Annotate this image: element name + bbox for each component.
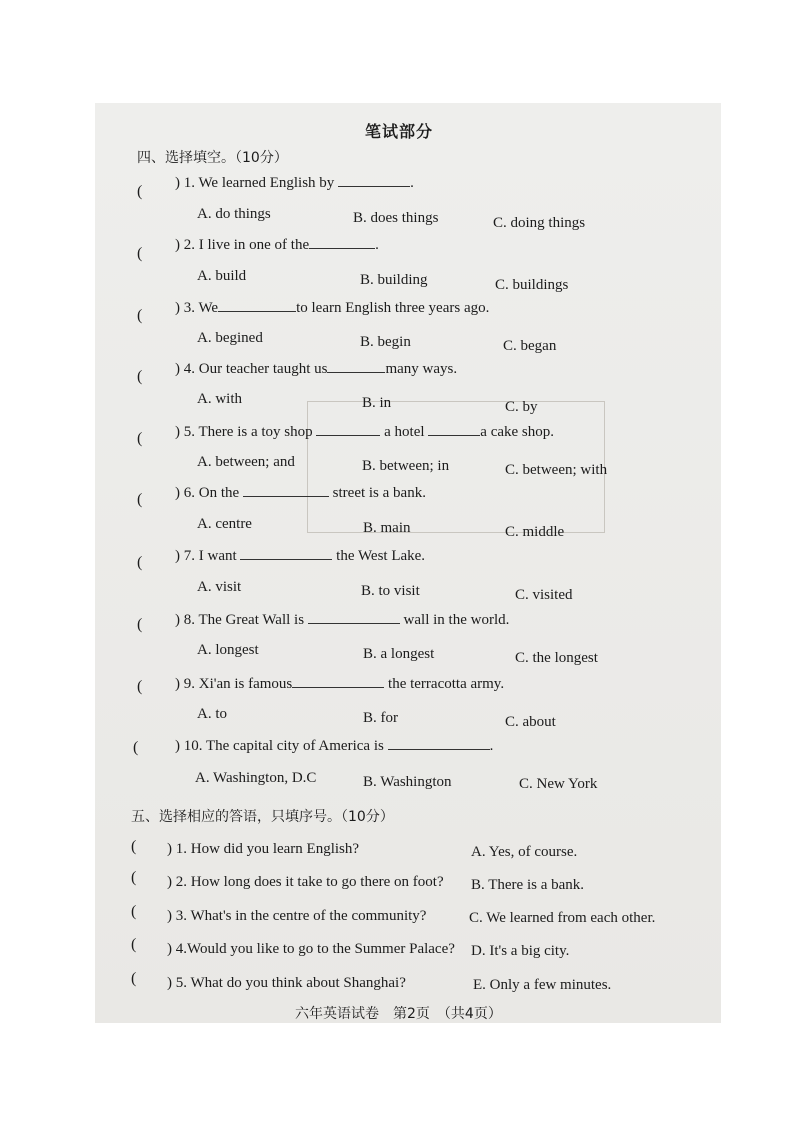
question-text: ) 2. I live in one of the . [175,237,379,253]
option-b[interactable]: B. does things [353,210,439,226]
page-footer: 六年英语试卷 第2页 （共4页） [295,1006,502,1022]
match-answer: B. There is a bank. [471,877,585,893]
answer-paren[interactable]: ( [137,430,143,447]
match-answer: D. It's a big city. [471,943,570,959]
answer-paren[interactable]: ( [137,245,143,262]
question-text: ) 8. The Great Wall is wall in the world. [175,612,510,628]
question-text: ) 4. Our teacher taught us many ways. [175,361,458,377]
section-4-heading: 四、选择填空。（10分） [137,150,288,166]
option-a[interactable]: A. between; and [197,454,295,470]
page-title: 笔试部分 [365,122,434,141]
question-text: ) 5. There is a toy shop a hotel a cake shop. [175,424,554,440]
option-a[interactable]: A. longest [197,642,259,658]
match-question: ) 2. How long does it take to go there on foot? [167,874,444,890]
option-c[interactable]: C. visited [515,587,573,603]
answer-paren[interactable]: ( [137,183,143,200]
answer-paren[interactable]: ( [137,554,143,571]
answer-paren[interactable]: ( [131,936,137,953]
option-c[interactable]: C. by [505,399,538,415]
option-c[interactable]: C. about [505,714,556,730]
question-text: ) 3. We to learn English three years ago. [175,300,490,316]
answer-paren[interactable]: ( [137,307,143,324]
option-c[interactable]: C. between; with [505,462,608,478]
option-a[interactable]: A. to [197,706,227,722]
question-text: ) 6. On the street is a bank. [175,485,426,501]
match-answer: C. We learned from each other. [469,910,656,926]
answer-paren[interactable]: ( [131,838,137,855]
answer-paren[interactable]: ( [137,368,143,385]
option-c[interactable]: C. doing things [493,215,586,231]
option-b[interactable]: B. to visit [361,583,420,599]
match-question: ) 3. What's in the centre of the community? [167,908,427,924]
option-b[interactable]: B. a longest [363,646,435,662]
answer-paren[interactable]: ( [137,616,143,633]
option-c[interactable]: C. began [503,338,557,354]
answer-paren[interactable]: ( [131,869,137,886]
match-answer: E. Only a few minutes. [473,977,612,993]
answer-paren[interactable]: ( [133,739,139,756]
exam-page [95,103,721,1023]
option-a[interactable]: A. build [197,268,247,284]
option-a[interactable]: A. Washington, D.C [195,770,317,786]
answer-paren[interactable]: ( [137,491,143,508]
answer-paren[interactable]: ( [137,678,143,695]
option-c[interactable]: C. the longest [515,650,598,666]
option-c[interactable]: C. buildings [495,277,569,293]
option-a[interactable]: A. begined [197,330,263,346]
option-b[interactable]: B. in [362,395,392,411]
match-question: ) 4.Would you like to go to the Summer Palace? [167,941,455,957]
option-a[interactable]: A. visit [197,579,242,595]
option-b[interactable]: B. Washington [363,774,452,790]
question-text: ) 1. We learned English by . [175,175,414,191]
option-b[interactable]: B. between; in [362,458,450,474]
answer-paren[interactable]: ( [131,903,137,920]
option-a[interactable]: A. with [197,391,242,407]
option-a[interactable]: A. do things [197,206,271,222]
match-answer: A. Yes, of course. [471,844,578,860]
option-b[interactable]: B. main [363,520,411,536]
answer-paren[interactable]: ( [131,970,137,987]
match-question: ) 5. What do you think about Shanghai? [167,975,406,991]
option-b[interactable]: B. for [363,710,398,726]
option-b[interactable]: B. building [360,272,428,288]
match-question: ) 1. How did you learn English? [167,841,360,857]
option-a[interactable]: A. centre [197,516,252,532]
section-5-heading: 五、选择相应的答语，只填序号。（10分） [131,809,394,825]
question-text: ) 10. The capital city of America is . [175,738,494,754]
question-text: ) 7. I want the West Lake. [175,548,426,564]
option-c[interactable]: C. New York [519,776,598,792]
option-b[interactable]: B. begin [360,334,411,350]
option-c[interactable]: C. middle [505,524,565,540]
question-text: ) 9. Xi'an is famous the terracotta army. [175,676,505,692]
